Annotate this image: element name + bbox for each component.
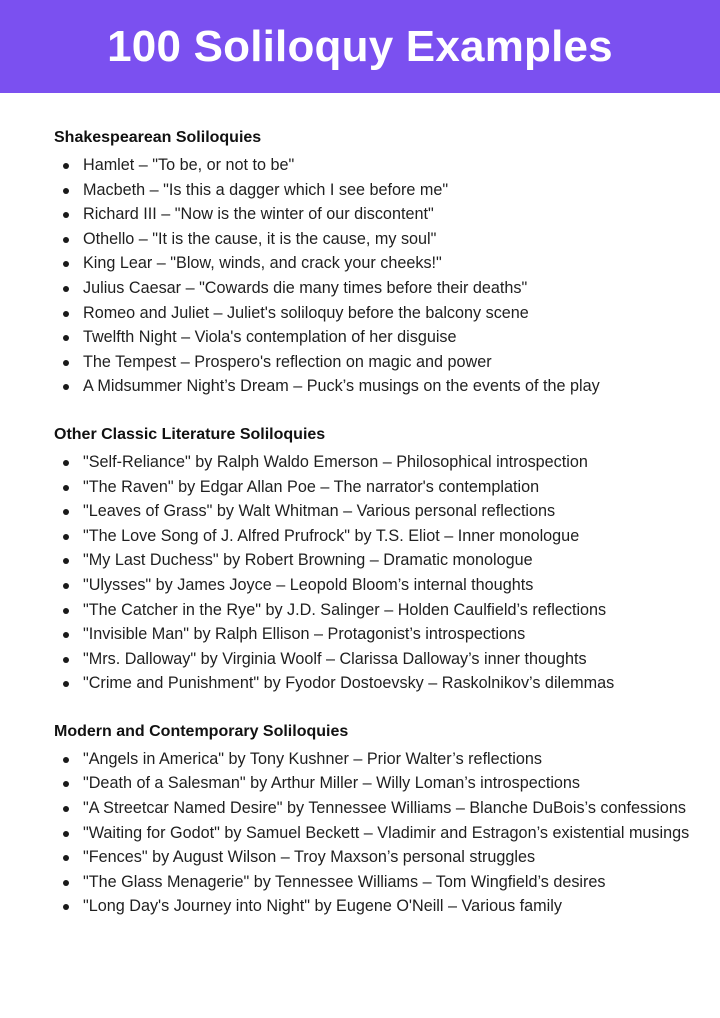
list-item: "Fences" by August Wilson – Troy Maxson’s personal struggles [54,845,690,870]
list-item: "Ulysses" by James Joyce – Leopold Bloom’s internal thoughts [54,573,690,598]
bullet-list [54,450,690,696]
list-item: "The Glass Menagerie" by Tennessee Williams – Tom Wingfield’s desires [54,870,690,895]
list-item: Romeo and Juliet – Juliet's soliloquy before the balcony scene [54,301,690,326]
bullet-list [54,153,690,399]
list-item: Hamlet – "To be, or not to be" [54,153,690,178]
bottom-fade [0,1004,720,1018]
list-item: "The Raven" by Edgar Allan Poe – The narrator's contemplation [54,475,690,500]
list-item: "Death of a Salesman" by Arthur Miller – Willy Loman’s introspections [54,771,690,796]
list-item: The Tempest – Prospero's reflection on magic and power [54,350,690,375]
section-heading: Shakespearean Soliloquies [54,129,262,146]
list-item: "Self-Reliance" by Ralph Waldo Emerson – Philosophical introspection [54,450,690,475]
title-banner [0,0,720,93]
list-item: King Lear – "Blow, winds, and crack your cheeks!" [54,251,690,276]
list-item: "The Catcher in the Rye" by J.D. Salinger – Holden Caulfield’s reflections [54,598,690,623]
list-item: "My Last Duchess" by Robert Browning – Dramatic monologue [54,548,690,573]
section-modern-contemporary [54,720,690,919]
list-item: Richard III – "Now is the winter of our discontent" [54,202,690,227]
list-item: "Leaves of Grass" by Walt Whitman – Various personal reflections [54,499,690,524]
section-shakespearean [54,126,690,399]
bullet-list [54,747,690,919]
list-item: A Midsummer Night’s Dream – Puck’s musings on the events of the play [54,374,690,399]
document-body [54,126,690,943]
list-item: "Invisible Man" by Ralph Ellison – Protagonist’s introspections [54,622,690,647]
list-item: "Crime and Punishment" by Fyodor Dostoevsky – Raskolnikov’s dilemmas [54,671,690,696]
list-item: Othello – "It is the cause, it is the cause, my soul" [54,227,690,252]
list-item: "A Streetcar Named Desire" by Tennessee Williams – Blanche DuBois’s confessions [54,796,690,821]
list-item: Macbeth – "Is this a dagger which I see before me" [54,178,690,203]
list-item: Julius Caesar – "Cowards die many times before their deaths" [54,276,690,301]
list-item: "Waiting for Godot" by Samuel Beckett – Vladimir and Estragon’s existential musings [54,821,690,846]
list-item: "The Love Song of J. Alfred Prufrock" by T.S. Eliot – Inner monologue [54,524,690,549]
list-item: "Long Day's Journey into Night" by Eugene O'Neill – Various family [54,894,690,919]
section-heading: Other Classic Literature Soliloquies [54,425,326,443]
page-title: 100 Soliloquy Examples [107,21,613,71]
list-item: Twelfth Night – Viola's contemplation of her disguise [54,325,690,350]
section-heading: Modern and Contemporary Soliloquies [54,722,349,740]
list-item: "Mrs. Dalloway" by Virginia Woolf – Clarissa Dalloway’s inner thoughts [54,647,690,672]
section-classic-literature [54,423,690,696]
list-item: "Angels in America" by Tony Kushner – Prior Walter’s reflections [54,747,690,772]
